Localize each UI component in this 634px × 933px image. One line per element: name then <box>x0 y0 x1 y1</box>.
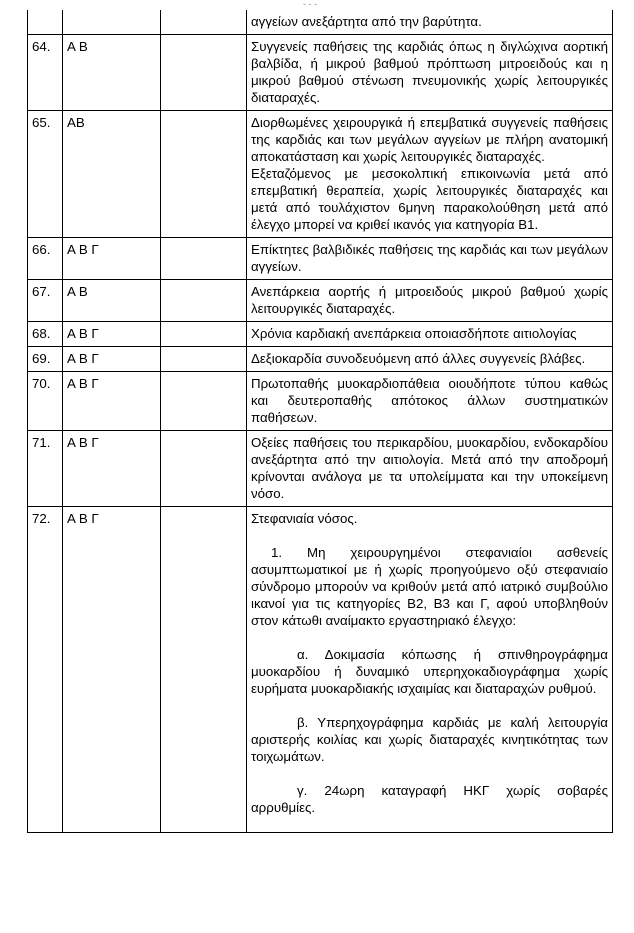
requirement-text: Πρωτοπαθής μυοκαρδιοπάθεια οιουδήποτε τύπου καθώς και δευτεροπαθής απότοκος άλλων συστηματικών παθήσεων. <box>251 376 608 425</box>
category-cell: Α Β <box>63 35 161 111</box>
empty-cell <box>161 35 247 111</box>
requirement-text-cell <box>247 10 613 35</box>
table-row <box>28 347 613 372</box>
empty-cell <box>161 322 247 347</box>
table-row <box>28 322 613 347</box>
section-title: Στεφανιαία νόσος. <box>251 511 358 526</box>
requirement-text: Συγγενείς παθήσεις της καρδιάς όπως η διγλώχινα αορτική βαλβίδα, ή μικρού βαθμού πρόπτωση μιτροειδούς και η μικρού βαθμού στένωση πνευμονικής χωρίς λειτουργικές διαταραχές. <box>251 39 608 105</box>
requirement-text: αγγείων ανεξάρτητα από την βαρύτητα. <box>251 14 482 29</box>
empty-cell <box>161 280 247 322</box>
table-row <box>28 10 613 35</box>
sub-item-a: α. Δοκιμασία κόπωσης ή σπινθηρογράφημα μυοκαρδίου ή δυναμικό υπερηχοκαδιογράφημα χωρίς ευρήματα μυοκαρδιακής ισχαιμίας και διαταραχών ρυθμού. <box>251 647 608 696</box>
row-number-cell: 70. <box>28 372 63 431</box>
requirement-text-cell <box>247 238 613 280</box>
row-number-cell <box>28 10 63 35</box>
row-number-cell: 65. <box>28 111 63 238</box>
row-number-cell: 64. <box>28 35 63 111</box>
requirements-table <box>27 10 613 833</box>
sub-item-c: γ. 24ωρη καταγραφή ΗΚΓ χωρίς σοβαρές αρρυθμίες. <box>251 783 608 815</box>
requirement-text: Εξεταζόμενος με μεσοκολπική επικοινωνία μετά από επεμβατική θεραπεία, χωρίς λειτουργικές διαταραχές και μετά από τουλάχιστον 6μηνη παρακολούθηση μετά από έλεγχο μπορεί να κριθεί ικανός για κατηγορία Β1. <box>251 166 608 232</box>
table-row <box>28 35 613 111</box>
numbered-paragraph: 1. Μη χειρουργημένοι στεφανιαίοι ασθενείς ασυμπτωματικοί με ή χωρίς προηγούμενο οξύ στεφανιαίο σύνδρομο μπορούν να κριθούν μετά από ιατρικό συμβούλιο ικανοί για τις κατηγορίες Β2, Β3 και Γ, αφού υποβληθούν στον κάτωθι αναίμακτο εργαστηριακό έλεγχο: <box>251 545 608 628</box>
category-cell <box>63 10 161 35</box>
requirement-text-cell <box>247 372 613 431</box>
empty-cell <box>161 507 247 833</box>
row-number-cell: 66. <box>28 238 63 280</box>
empty-cell <box>161 238 247 280</box>
table-row <box>28 238 613 280</box>
table-row <box>28 280 613 322</box>
category-cell: Α Β Γ <box>63 431 161 507</box>
requirement-text-cell <box>247 111 613 238</box>
requirement-text: Οξείες παθήσεις του περικαρδίου, μυοκαρδίου, ενδοκαρδίου ανεξάρτητα από την αιτιολογία. Μετά από την αποδρομή κρίνονται ανάλογα με τα υπολείμματα και την υποκείμενη νόσο. <box>251 435 608 501</box>
empty-cell <box>161 372 247 431</box>
row-number-cell: 68. <box>28 322 63 347</box>
row-number-cell: 67. <box>28 280 63 322</box>
table-row <box>28 372 613 431</box>
row-number-cell: 71. <box>28 431 63 507</box>
category-cell: Α Β Γ <box>63 238 161 280</box>
requirement-text-cell <box>247 322 613 347</box>
requirement-text: Διορθωμένες χειρουργικά ή επεμβατικά συγγενείς παθήσεις της καρδιάς και των μεγάλων αγγείων με πλήρη ανατομική αποκατάσταση και χωρίς λειτουργικές διαταραχές. <box>251 115 608 164</box>
category-cell: Α Β Γ <box>63 372 161 431</box>
row-number-cell: 72. <box>28 507 63 833</box>
page-number-mark: - - - <box>303 0 317 9</box>
requirement-text-cell <box>247 35 613 111</box>
category-cell: Α Β Γ <box>63 507 161 833</box>
requirement-text-cell <box>247 280 613 322</box>
empty-cell <box>161 111 247 238</box>
category-cell: Α Β Γ <box>63 347 161 372</box>
table-row <box>28 431 613 507</box>
category-cell: Α Β Γ <box>63 322 161 347</box>
table-row <box>28 507 613 833</box>
empty-cell <box>161 431 247 507</box>
requirement-text: Δεξιοκαρδία συνοδευόμενη από άλλες συγγενείς βλάβες. <box>251 351 586 366</box>
category-cell: Α Β <box>63 280 161 322</box>
requirement-text: Επίκτητες βαλβιδικές παθήσεις της καρδιάς και των μεγάλων αγγείων. <box>251 242 608 274</box>
requirement-text-cell <box>247 507 613 833</box>
table-row <box>28 111 613 238</box>
category-cell: ΑΒ <box>63 111 161 238</box>
requirement-text-cell <box>247 431 613 507</box>
empty-cell <box>161 10 247 35</box>
requirement-text: Ανεπάρκεια αορτής ή μιτροειδούς μικρού βαθμού χωρίς λειτουργικές διαταραχές. <box>251 284 608 316</box>
requirement-text: Χρόνια καρδιακή ανεπάρκεια οποιασδήποτε αιτιολογίας <box>251 326 577 341</box>
row-number-cell: 69. <box>28 347 63 372</box>
requirement-text-cell <box>247 347 613 372</box>
empty-cell <box>161 347 247 372</box>
sub-item-b: β. Υπερηχογράφημα καρδιάς με καλή λειτουργία αριστερής κοιλίας και χωρίς διαταραχές κινητικότητας των τοιχωμάτων. <box>251 715 608 764</box>
